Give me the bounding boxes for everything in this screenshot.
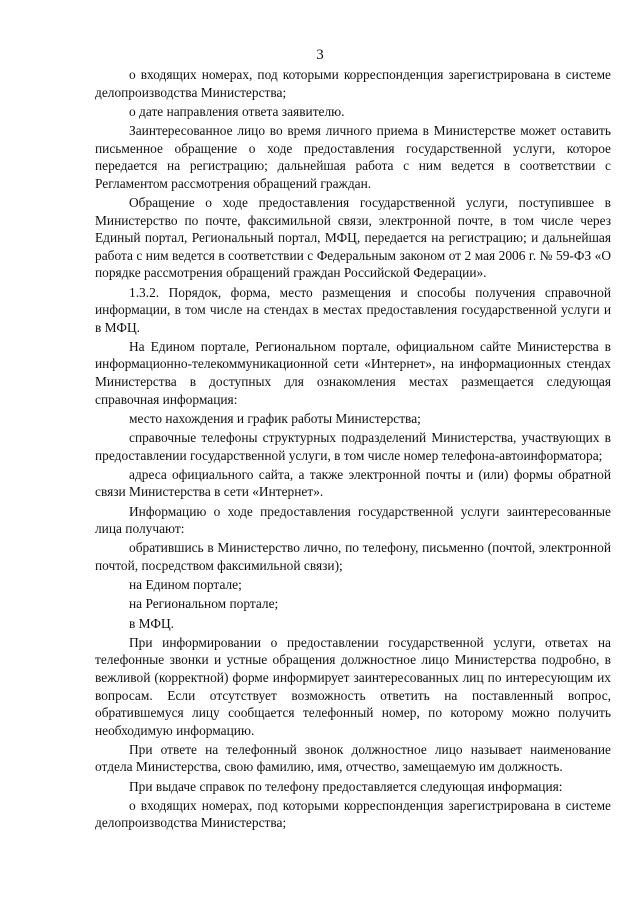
paragraph: При информировании о предоставлении государственной услуги, ответах на телефонные звонки и устные обращения должностное лицо Министерства подробно, в вежливой (корректной) форме информирует заинтересованных лиц по интересующим их вопросам. Если отсутствует возможность ответить на поставленный вопрос, обратившемуся лицу сообщается телефонный номер, по которому можно получить необходимую информацию.	[95, 634, 611, 738]
paragraph: При выдаче справок по телефону предоставляется следующая информация:	[129, 778, 563, 794]
list-item: место нахождения и график работы Министерства;	[129, 410, 421, 426]
paragraph: При ответе на телефонный звонок должностное лицо называет наименование отдела Министерства, свою фамилию, имя, отчество, замещаемую им должность.	[95, 741, 611, 775]
paragraph: Обращение о ходе предоставления государственной услуги, поступившее в Министерство по почте, факсимильной связи, электронной почте, в том числе через Единый портал, Региональный портал, МФЦ, передается на регистрацию; и дальнейшая работа с ним ведется в соответствии с Федеральным законом от 2 мая 2006 г. № 59-ФЗ «О порядке рассмотрения обращений граждан Российской Федерации».	[95, 194, 611, 281]
list-item: обратившись в Министерство лично, по телефону, письменно (почтой, электронной почтой, посредством факсимильной связи);	[95, 540, 611, 573]
section-heading: 1.3.2. Порядок, форма, место размещения и способы получения справочной информации, в том числе на стендах в местах предоставления государственной услуги и в МФЦ.	[95, 284, 611, 335]
paragraph: На Едином портале, Региональном портале, официальном сайте Министерства в информационно-телекоммуникационной сети «Интернет», на информационных стендах Министерства в доступных для ознакомления местах размещается следующая справочная информация:	[95, 338, 611, 407]
paragraph: Информацию о ходе предоставления государственной услуги заинтересованные лица получают:	[95, 503, 611, 537]
list-item: справочные телефоны структурных подразделений Министерства, участвующих в предоставлении государственной услуги, в том числе номер телефона-автоинформатора;	[95, 430, 611, 463]
page-number: 3	[316, 47, 324, 63]
document-body	[95, 66, 611, 834]
list-item: адреса официального сайта, а также электронной почты и (или) формы обратной связи Министерства в сети «Интернет».	[95, 466, 611, 500]
list-item: в МФЦ.	[129, 615, 174, 631]
paragraph: Заинтересованное лицо во время личного приема в Министерстве может оставить письменное обращение о ходе предоставления государственной услуги, которое передается на регистрацию; дальнейшая работа с ним ведется в соответствии с Регламентом рассмотрения обращений граждан.	[95, 122, 611, 191]
paragraph: о дате направления ответа заявителю.	[129, 103, 345, 119]
paragraph: о входящих номерах, под которыми корреспонденция зарегистрирована в системе делопроизводства Министерства;	[95, 67, 611, 100]
list-item: на Региональном портале;	[129, 596, 279, 612]
list-item: о входящих номерах, под которыми корреспонденция зарегистрирована в системе делопроизводства Министерства;	[95, 797, 611, 831]
list-item: на Едином портале;	[129, 577, 242, 593]
